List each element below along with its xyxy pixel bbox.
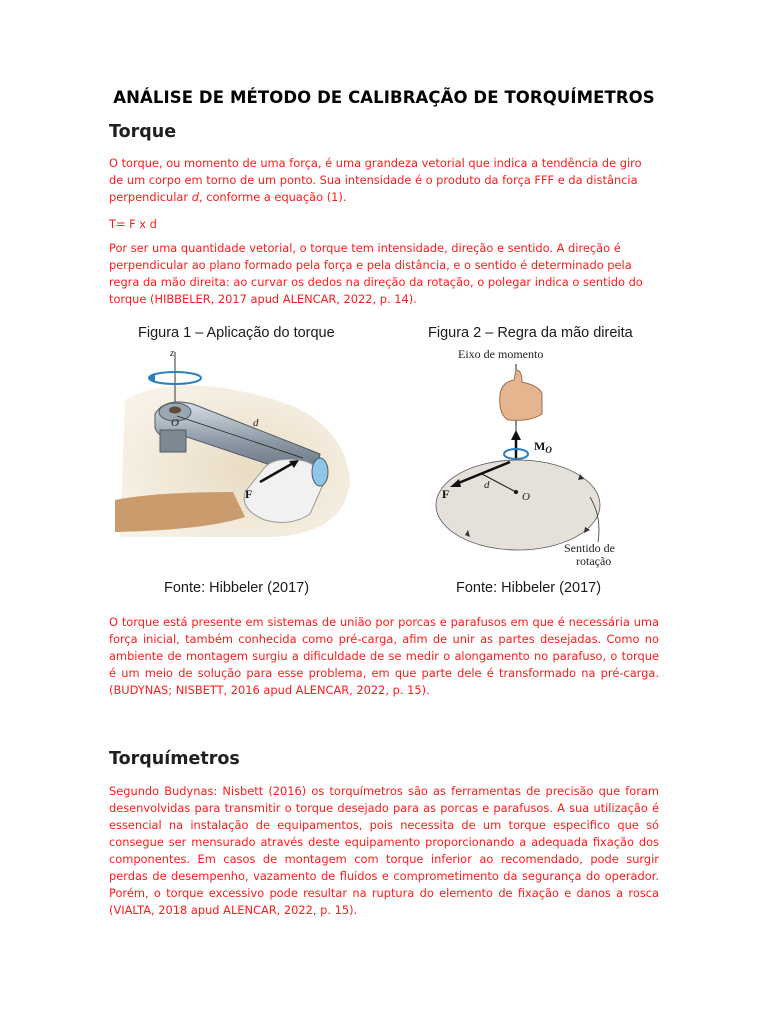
rotation-sense-label-line2: rotação [576, 554, 612, 568]
handle-end [312, 458, 328, 486]
paragraph-line: essencial na instalação de equipamentos, pois necessita de um torque especifico que só [109, 818, 659, 832]
origin-label: O [171, 417, 179, 429]
figure1-wrench-illustration [115, 342, 355, 542]
distance-label: d [253, 417, 259, 429]
paragraph-line: perpendicular ao plano formado pela força e pela distância, e o sentido é determinado pela [109, 258, 632, 272]
paragraph-line [109, 189, 659, 206]
figure2-source: Fonte: Hibbeler (2017) [456, 580, 602, 596]
equation-text: T= F x d [109, 217, 157, 231]
paragraph-line: de um corpo em torno de um ponto. Sua intensidade é o produto da força FFF e da distância [109, 173, 638, 187]
heading-torque: Torque [109, 122, 177, 142]
paragraph-line: consegue ser mensurado através deste equipamento proporcionando a adequada fixação dos [109, 835, 659, 849]
paragraph-line: (BUDYNAS; NISBETT, 2016 apud ALENCAR, 2022, p. 15). [109, 683, 430, 697]
moment-label-subscript: O [545, 445, 552, 455]
moment-label [534, 439, 552, 455]
paragraph-line: (VIALTA, 2018 apud ALENCAR, 2022, p. 15). [109, 903, 358, 917]
paragraph-line: O torque, ou momento de uma força, é uma grandeza vetorial que indica a tendência de giro [109, 156, 642, 170]
paragraph-torque-vector [109, 240, 659, 308]
origin-label: O [522, 491, 530, 503]
distance-label: d [484, 479, 490, 491]
socket [160, 430, 186, 452]
paragraph-line: força inicial, também conhecida como pré-carga, afim de unir as partes desejadas. Como no [109, 632, 659, 646]
moment-axis-label: Eixo de momento [458, 347, 544, 361]
paragraph-line: é um meio de solução para esse problema, em que parte dele é transformado na pré-carga. [109, 666, 659, 680]
force-label: F [442, 487, 450, 501]
figure2-caption: Figura 2 – Regra da mão direita [428, 325, 633, 341]
paragraph-line: regra da mão direita: ao curvar os dedos na direção da rotação, o polegar indica o sentido do [109, 275, 643, 289]
paragraph-torque-definition [109, 155, 659, 206]
heading-torquimetros: Torquímetros [109, 749, 240, 769]
paragraph-line: O torque está presente em sistemas de união por porcas e parafusos em que é necessária uma [109, 615, 659, 629]
figure1-source: Fonte: Hibbeler (2017) [164, 580, 310, 596]
rotation-plane [436, 460, 600, 550]
paragraph-line: desenvolvidas para transmitir o torque desejado para as porcas e parafusos. A sua utilização é [109, 801, 659, 815]
rotation-sense-label-line1: Sentido de [564, 541, 615, 555]
hand-thumbs-up [500, 370, 542, 420]
origin-point [514, 490, 518, 494]
paragraph-line: perdas de desempenho, vazamento de fluidos e comprometimento da segurança do operador. [109, 869, 659, 883]
paragraph-line: Segundo Budynas: Nisbett (2016) os torquímetros são as ferramentas de precisão que foram [109, 784, 659, 798]
equation [109, 216, 659, 233]
paragraph-line: ambiente de montagem surgiu a dificuldade de se medir o alongamento no parafuso, o torque [109, 649, 659, 663]
paragraph-torquimetros [109, 783, 659, 919]
italic-variable: d [191, 190, 199, 204]
paragraph-torque-preload [109, 614, 659, 699]
moment-vector-arrowhead-icon [511, 430, 521, 440]
force-label: F [245, 487, 253, 501]
paragraph-line: torque (HIBBELER, 2017 apud ALENCAR, 2022, p. 14). [109, 292, 417, 306]
figure2-right-hand-rule-illustration [430, 342, 640, 572]
paragraph-line: componentes. Em casos de montagem com torque inferior ao recomendado, pode surgir [109, 852, 659, 866]
text-fragment: , conforme a equação (1). [198, 190, 347, 204]
figure1-caption: Figura 1 – Aplicação do torque [138, 325, 335, 341]
paragraph-line: Porém, o torque excessivo pode resultar na ruptura do elemento de fixação e danos a rosca [109, 886, 659, 900]
moment-label-main: M [534, 439, 546, 453]
text-fragment: perpendicular [109, 190, 192, 204]
document-title: ANÁLISE DE MÉTODO DE CALIBRAÇÃO DE TORQUÍMETROS [113, 88, 655, 107]
z-axis-label: z [170, 347, 175, 359]
bolt-center [169, 407, 181, 414]
paragraph-line: Por ser uma quantidade vetorial, o torque tem intensidade, direção e sentido. A direção é [109, 241, 621, 255]
